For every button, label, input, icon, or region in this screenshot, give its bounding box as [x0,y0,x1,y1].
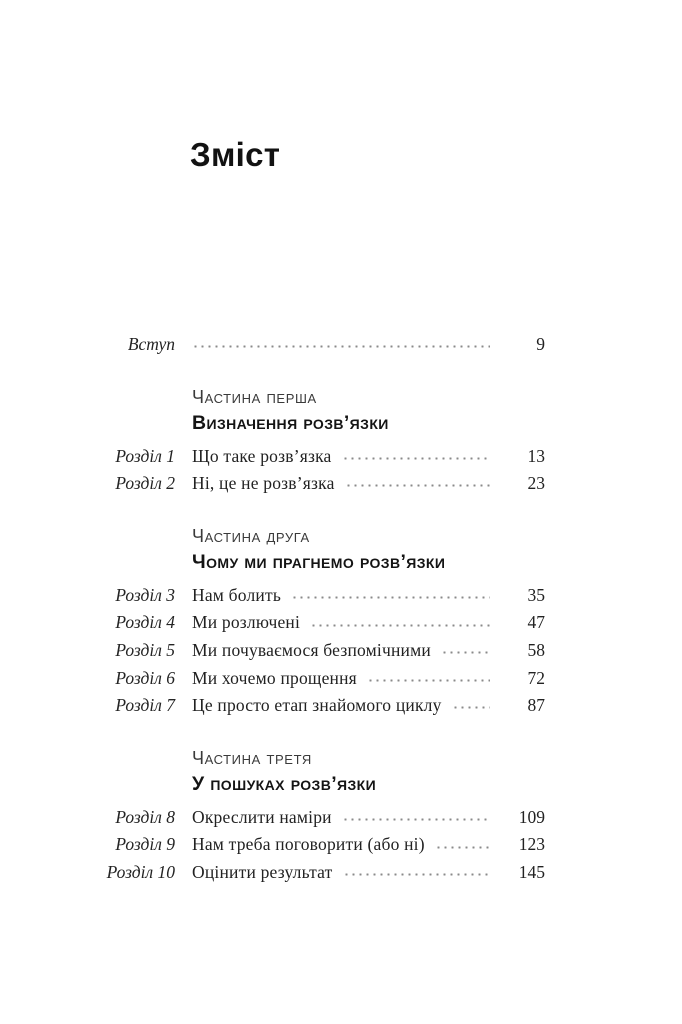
dot-leader [435,846,490,849]
toc-entry [0,831,545,859]
toc-part [0,526,545,720]
entry-label: Розділ 8 [115,806,175,827]
toc-entry [0,637,545,665]
entry-page-number: 13 [527,445,545,466]
chapter-list [0,582,545,720]
part-title: Визначення розв’язки [192,411,389,434]
part-kicker: Частина друга [192,525,310,546]
toc-part [0,748,545,887]
entry-label: Розділ 2 [115,473,175,494]
entry-title: Нам болить [192,584,282,605]
entry-title: Ні, це не розв’язка [192,473,335,494]
dot-leader [345,484,490,487]
dot-leader [441,651,490,654]
entry-label: Розділ 7 [115,695,175,716]
toc-entry [0,582,545,610]
part-kicker: Частина третя [192,747,312,768]
part-title: Чому ми прагнемо розв’язки [192,550,446,573]
toc-entry [0,859,545,887]
entry-page-number: 9 [536,334,545,354]
dot-leader [452,706,490,709]
toc-part [0,387,545,498]
chapter-list [0,804,545,887]
entry-title: Ми розлючені [192,612,301,633]
dot-leader [291,596,490,599]
entry-page-number: 23 [527,473,545,494]
dot-leader [192,345,490,348]
entry-page-number: 109 [518,806,545,827]
entry-title: Оцінити результат [192,861,333,882]
dot-leader [343,873,490,876]
entry-title: Ми почуваємося безпомічними [192,639,431,660]
toc-entry [0,692,545,720]
entry-label: Розділ 5 [115,639,175,660]
part-title: У пошуках розв’язки [192,772,377,795]
page-title: Зміст [190,136,281,173]
dot-leader [342,457,491,460]
toc-entry [0,470,545,498]
dot-leader [310,624,490,627]
entry-page-number: 35 [527,584,545,605]
toc-entry [0,609,545,637]
toc-entry-intro [0,331,545,359]
toc-entry [0,804,545,832]
toc-entry [0,443,545,471]
entry-page-number: 72 [527,667,545,688]
entry-title: Нам треба поговорити (або ні) [192,834,425,855]
toc-entry [0,665,545,693]
part-heading [192,387,545,435]
entry-title: Ми хочемо прощення [192,667,357,688]
entry-label: Розділ 9 [115,834,175,855]
entry-label: Розділ 1 [115,445,175,466]
chapter-list [0,443,545,498]
entry-page-number: 47 [527,612,545,633]
entry-page-number: 145 [518,861,545,882]
entry-title: Це просто етап знайомого циклу [192,695,442,716]
entry-page-number: 58 [527,639,545,660]
toc-parts-container [0,387,545,887]
part-heading [192,748,545,796]
entry-label: Розділ 4 [115,612,175,633]
dot-leader [342,818,490,821]
part-kicker: Частина перша [192,386,317,407]
entry-label: Розділ 6 [115,667,175,688]
entry-label: Вступ [127,334,175,354]
dot-leader [367,679,490,682]
entry-label: Розділ 10 [106,861,175,882]
part-heading [192,526,545,574]
entry-page-number: 123 [518,834,545,855]
entry-page-number: 87 [527,695,545,716]
entry-title: Що таке розв’язка [192,445,332,466]
toc-list [0,331,545,887]
entry-label: Розділ 3 [115,584,175,605]
entry-title: Окреслити наміри [192,806,332,827]
